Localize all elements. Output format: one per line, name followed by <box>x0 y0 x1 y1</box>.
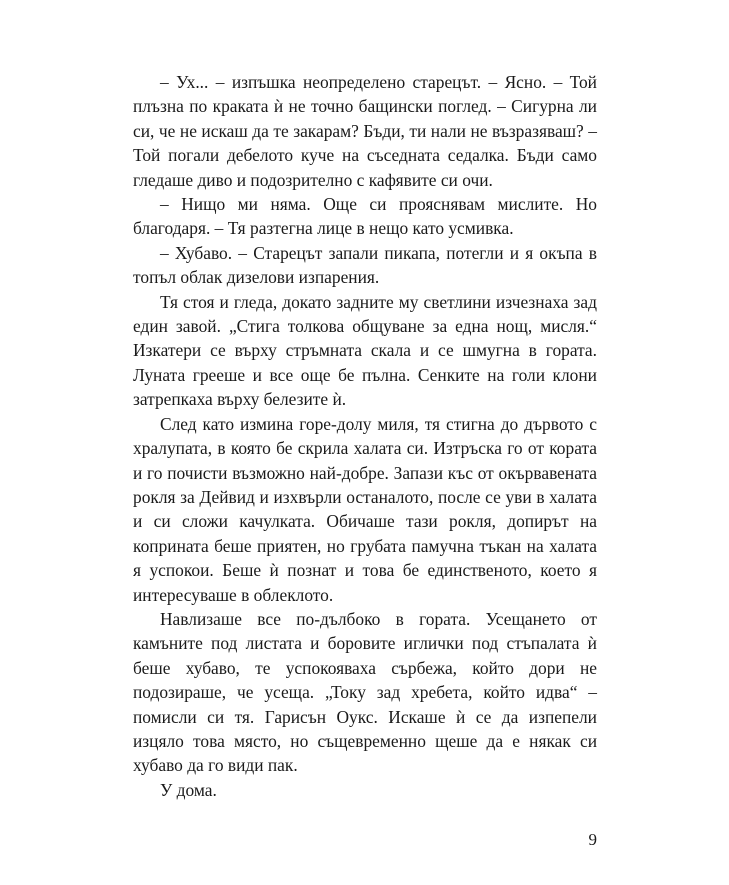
body-text <box>133 70 597 802</box>
page-number: 9 <box>588 830 597 849</box>
paragraph-1: – Ух... – изпъшка неопределено старецът. – Ясно. – Той плъзна по краката ѝ не точно бащински поглед. – Сигурна ли си, че не искаш да те закарам? Бъди, ти нали не възразяваш? – Той погали дебелото куче на съседната седалка. Бъди само гледаше диво и подозрително с кафявите си очи. <box>133 72 597 190</box>
paragraph-4: Тя стоя и гледа, докато задните му светлини изчезнаха зад един завой. „Стига толкова общуване за една нощ, мисля.“ Изкатери се върху стръмната скала и се шмугна в гората. Луната грееше и все още бе пълна. Сенките на голи клони затрепкаха върху белезите ѝ. <box>133 291 597 410</box>
paragraph-6: Навлизаше все по-дълбоко в гората. Усещането от камъните под листата и боровите иглички под стъпалата ѝ беше хубаво, те успокояваха сърбежа, който дори не подозираше, че усеща. „Току зад хребета, който идва“ – помисли си тя. Гарисън Оукс. Искаше ѝ се да изпепели изцяло това място, но същевременно щеше да е някак си хубаво да го види пак. <box>133 608 597 776</box>
paragraph-3: – Хубаво. – Старецът запали пикапа, потегли и я окъпа в топъл облак дизелови изпарения. <box>133 242 597 288</box>
paragraph-2: – Нищо ми няма. Още си прояснявам мислите. Но благодаря. – Тя разтегна лице в нещо като усмивка. <box>133 194 597 239</box>
paragraph-7: У дома. <box>160 779 217 800</box>
paragraph-5: След като измина горе-долу миля, тя стигна до дървото с хралупата, в която бе скрила халата си. Изтръска го от кората и го почисти възможно най-добре. Запази къс от окървавената рокля за Дейвид и изхвърли останалото, после се уви в халата и си сложи качулката. Обичаше тази рокля, допирът на коприната беше приятен, но грубата памучна тъкан на халата я успокои. Беше ѝ познат и това бе единственото, което я интересуваше в облеклото. <box>133 413 597 605</box>
